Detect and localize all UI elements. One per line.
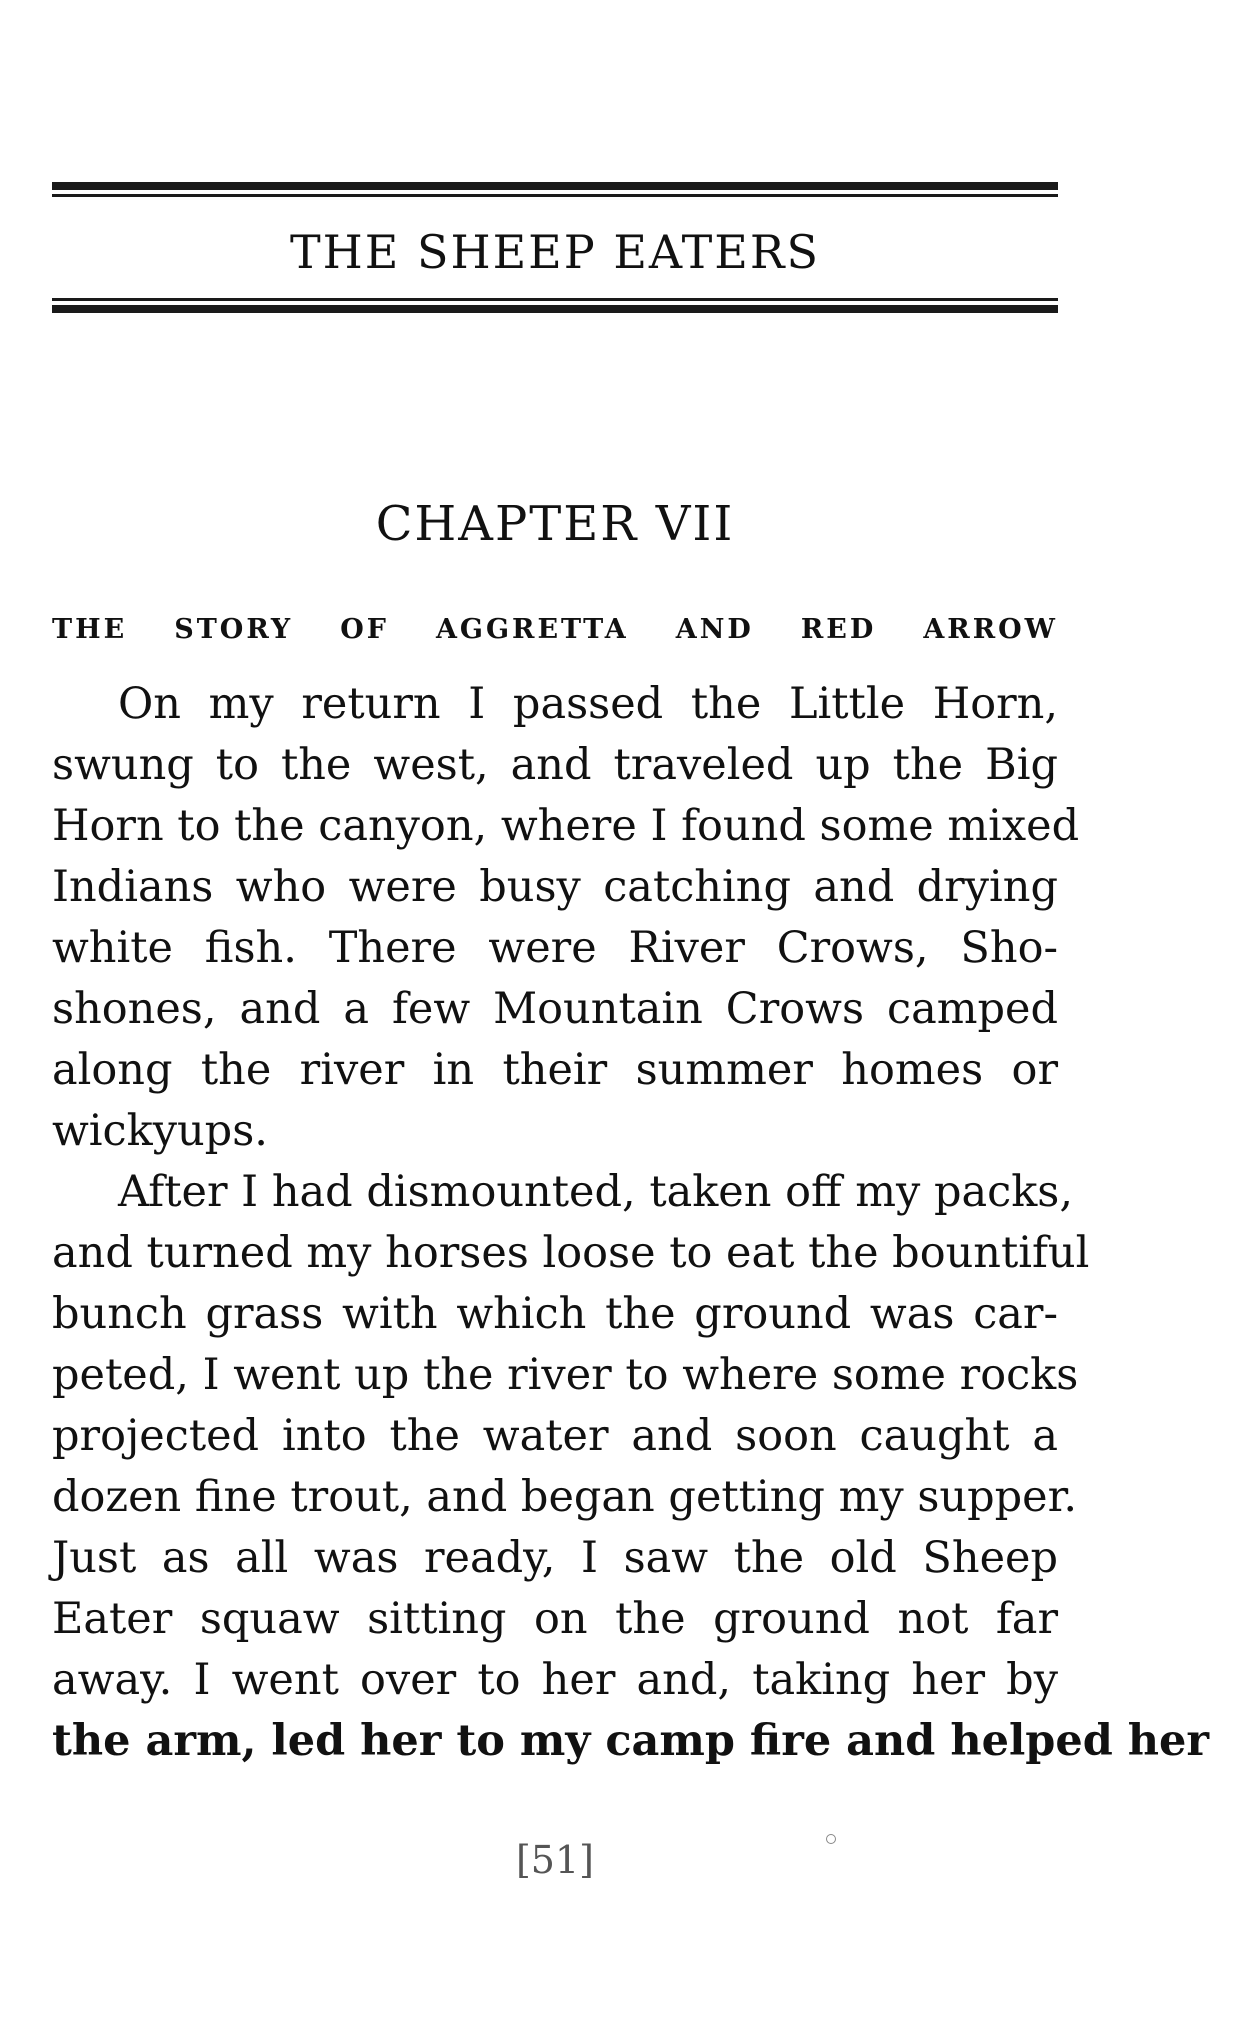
text-line: dozen fine trout, and began getting my supper. — [52, 1472, 1078, 1522]
text-line: along the river in their summer homes or — [52, 1045, 1058, 1095]
chapter-title: CHAPTER VII — [375, 496, 735, 552]
header-rule-bottom — [52, 298, 1058, 313]
header-rule-top — [52, 182, 1058, 197]
text-line: bunch grass with which the ground was car- — [52, 1289, 1058, 1339]
text-line: away. I went over to her and, taking her by — [52, 1655, 1058, 1705]
chapter-subtitle: THE STORY OF AGGRETTA AND RED ARROW — [52, 614, 1058, 645]
text-line: After I had dismounted, taken off my packs, — [118, 1167, 1073, 1217]
text-line: On my return I passed the Little Horn, — [118, 679, 1058, 729]
ink-speck-icon — [826, 1834, 836, 1844]
text-line: projected into the water and soon caught a — [52, 1411, 1058, 1461]
text-line: wickyups. — [52, 1106, 268, 1156]
text-line: Horn to the canyon, where I found some mixed — [52, 801, 1080, 851]
running-head: THE SHEEP EATERS — [289, 225, 821, 279]
text-line: swung to the west, and traveled up the Big — [52, 740, 1058, 790]
text-line: Just as all was ready, I saw the old Sheep — [52, 1533, 1058, 1583]
text-line: Indians who were busy catching and drying — [52, 862, 1058, 912]
page-number: [51] — [515, 1838, 594, 1882]
text-line: and turned my horses loose to eat the bountiful — [52, 1228, 1090, 1278]
body-text — [52, 674, 1210, 1772]
text-line: shones, and a few Mountain Crows camped — [52, 984, 1058, 1034]
text-line: the arm, led her to my camp fire and helped her — [52, 1716, 1210, 1766]
text-line: Eater squaw sitting on the ground not far — [52, 1594, 1058, 1644]
text-line: white fish. There were River Crows, Sho- — [52, 923, 1058, 973]
text-line: peted, I went up the river to where some rocks — [52, 1350, 1079, 1400]
